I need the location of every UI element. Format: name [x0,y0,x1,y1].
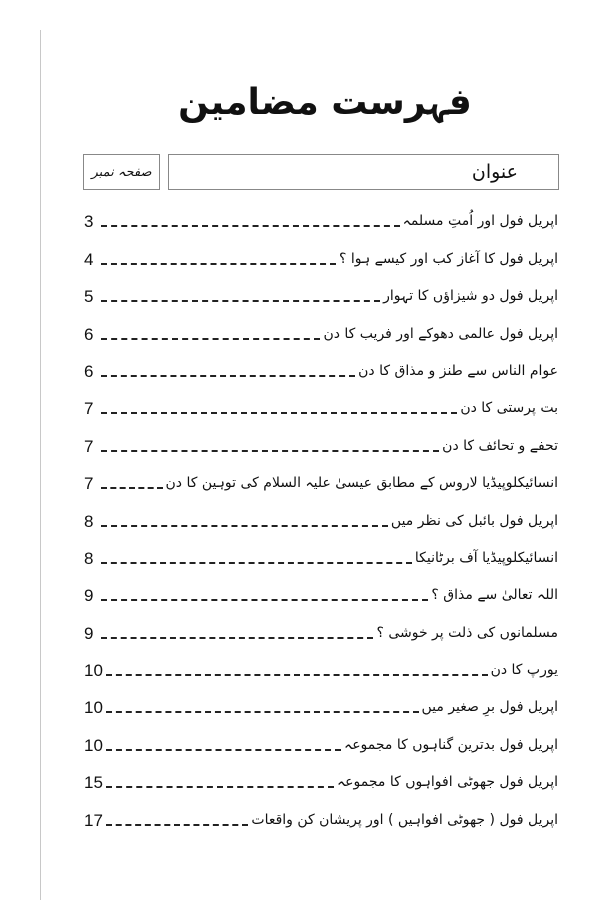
dotted-leader [101,599,428,601]
dotted-leader [101,300,380,302]
toc-page-number: 6 [84,361,94,381]
dotted-leader [101,263,336,265]
toc-entry[interactable] [84,611,558,648]
dotted-leader [106,749,341,751]
toc-entry-title: اپریل فول اور اُمتِ مسلمہ [402,213,558,230]
toc-entry[interactable] [84,275,558,312]
page-number-header: صفحہ نمبر [83,154,160,190]
toc-entry-title: اپریل فول بدترین گناہوں کا مجموعہ [344,736,558,753]
toc-entry[interactable] [84,574,558,611]
toc-entry[interactable] [84,387,558,424]
toc-entry[interactable] [84,499,558,536]
dotted-leader [101,225,400,227]
toc-entry-title: یورپ کا دن [490,662,558,679]
toc-page-number: 15 [84,773,103,793]
dotted-leader [101,637,373,639]
dotted-leader [106,674,488,676]
toc-entry[interactable] [84,237,558,274]
dotted-leader [101,412,457,414]
dotted-leader [101,375,355,377]
toc-entry-title: اپریل فول کا آغاز کب اور کیسے ہوا ؟ [338,250,558,267]
toc-entry-title: انسائیکلوپیڈیا لاروس کے مطابق عیسیٰ علیہ السلام کی توہین کا دن [165,475,558,492]
toc-page-number: 10 [84,698,103,718]
dotted-leader [101,450,439,452]
toc-page-number: 8 [84,548,94,568]
toc-entry[interactable] [84,462,558,499]
dotted-leader [101,525,388,527]
toc-page-number: 9 [84,586,94,606]
page-edge-line [40,30,41,900]
toc-entry[interactable] [84,761,558,798]
toc-page-number: 3 [84,212,94,232]
toc-page-number: 8 [84,511,94,531]
toc-page-number: 5 [84,287,94,307]
toc-entry-title: اپریل فول ( جھوٹی افواہیں ) اور پریشان کن واقعات [251,811,558,828]
toc-entry[interactable] [84,798,558,835]
dotted-leader [101,562,412,564]
dotted-leader [101,338,320,340]
toc-page-number: 7 [84,399,94,419]
toc-entry-title: اللہ تعالیٰ سے مذاق ؟ [431,587,558,604]
toc-page-number: 10 [84,661,103,681]
toc-entry[interactable] [84,686,558,723]
toc-page-number: 7 [84,436,94,456]
dotted-leader [106,711,419,713]
toc-entry-title: انسائیکلوپیڈیا آف برٹانیکا [414,549,558,566]
toc-page-number: 10 [84,735,103,755]
toc-entry[interactable] [84,537,558,574]
toc-entry[interactable] [84,350,558,387]
toc-page-number: 17 [84,810,103,830]
toc-page-number: 9 [84,623,94,643]
toc-entry-title: اپریل فول جھوٹی افواہوں کا مجموعہ [336,774,558,791]
topic-header: عنوان [168,154,559,190]
toc-entry-title: اپریل فول دو شیزاؤں کا تہوار [383,288,558,305]
toc-entry[interactable] [84,723,558,760]
toc-entry[interactable] [84,649,558,686]
toc-page-number: 7 [84,474,94,494]
toc-entry[interactable] [84,424,558,461]
toc-entry-title: اپریل فول عالمی دھوکے اور فریب کا دن [323,325,558,342]
toc-entry-title: عوام الناس سے طنز و مذاق کا دن [358,362,558,379]
page-title: فہرست مضامین [178,82,472,123]
toc-entry-title: مسلمانوں کی ذلت پر خوشی ؟ [376,624,558,641]
toc-list [84,200,558,836]
toc-page-number: 6 [84,324,94,344]
toc-entry-title: بت پرستی کا دن [460,400,558,417]
toc-entry-title: اپریل فول برِ صغیر میں [421,699,558,716]
toc-entry-title: اپریل فول بائبل کی نظر میں [390,512,558,529]
toc-entry-title: تحفے و تحائف کا دن [442,437,558,454]
dotted-leader [106,824,248,826]
toc-entry[interactable] [84,200,558,237]
dotted-leader [101,487,163,489]
toc-entry[interactable] [84,312,558,349]
toc-page-number: 4 [84,249,94,269]
dotted-leader [106,786,334,788]
